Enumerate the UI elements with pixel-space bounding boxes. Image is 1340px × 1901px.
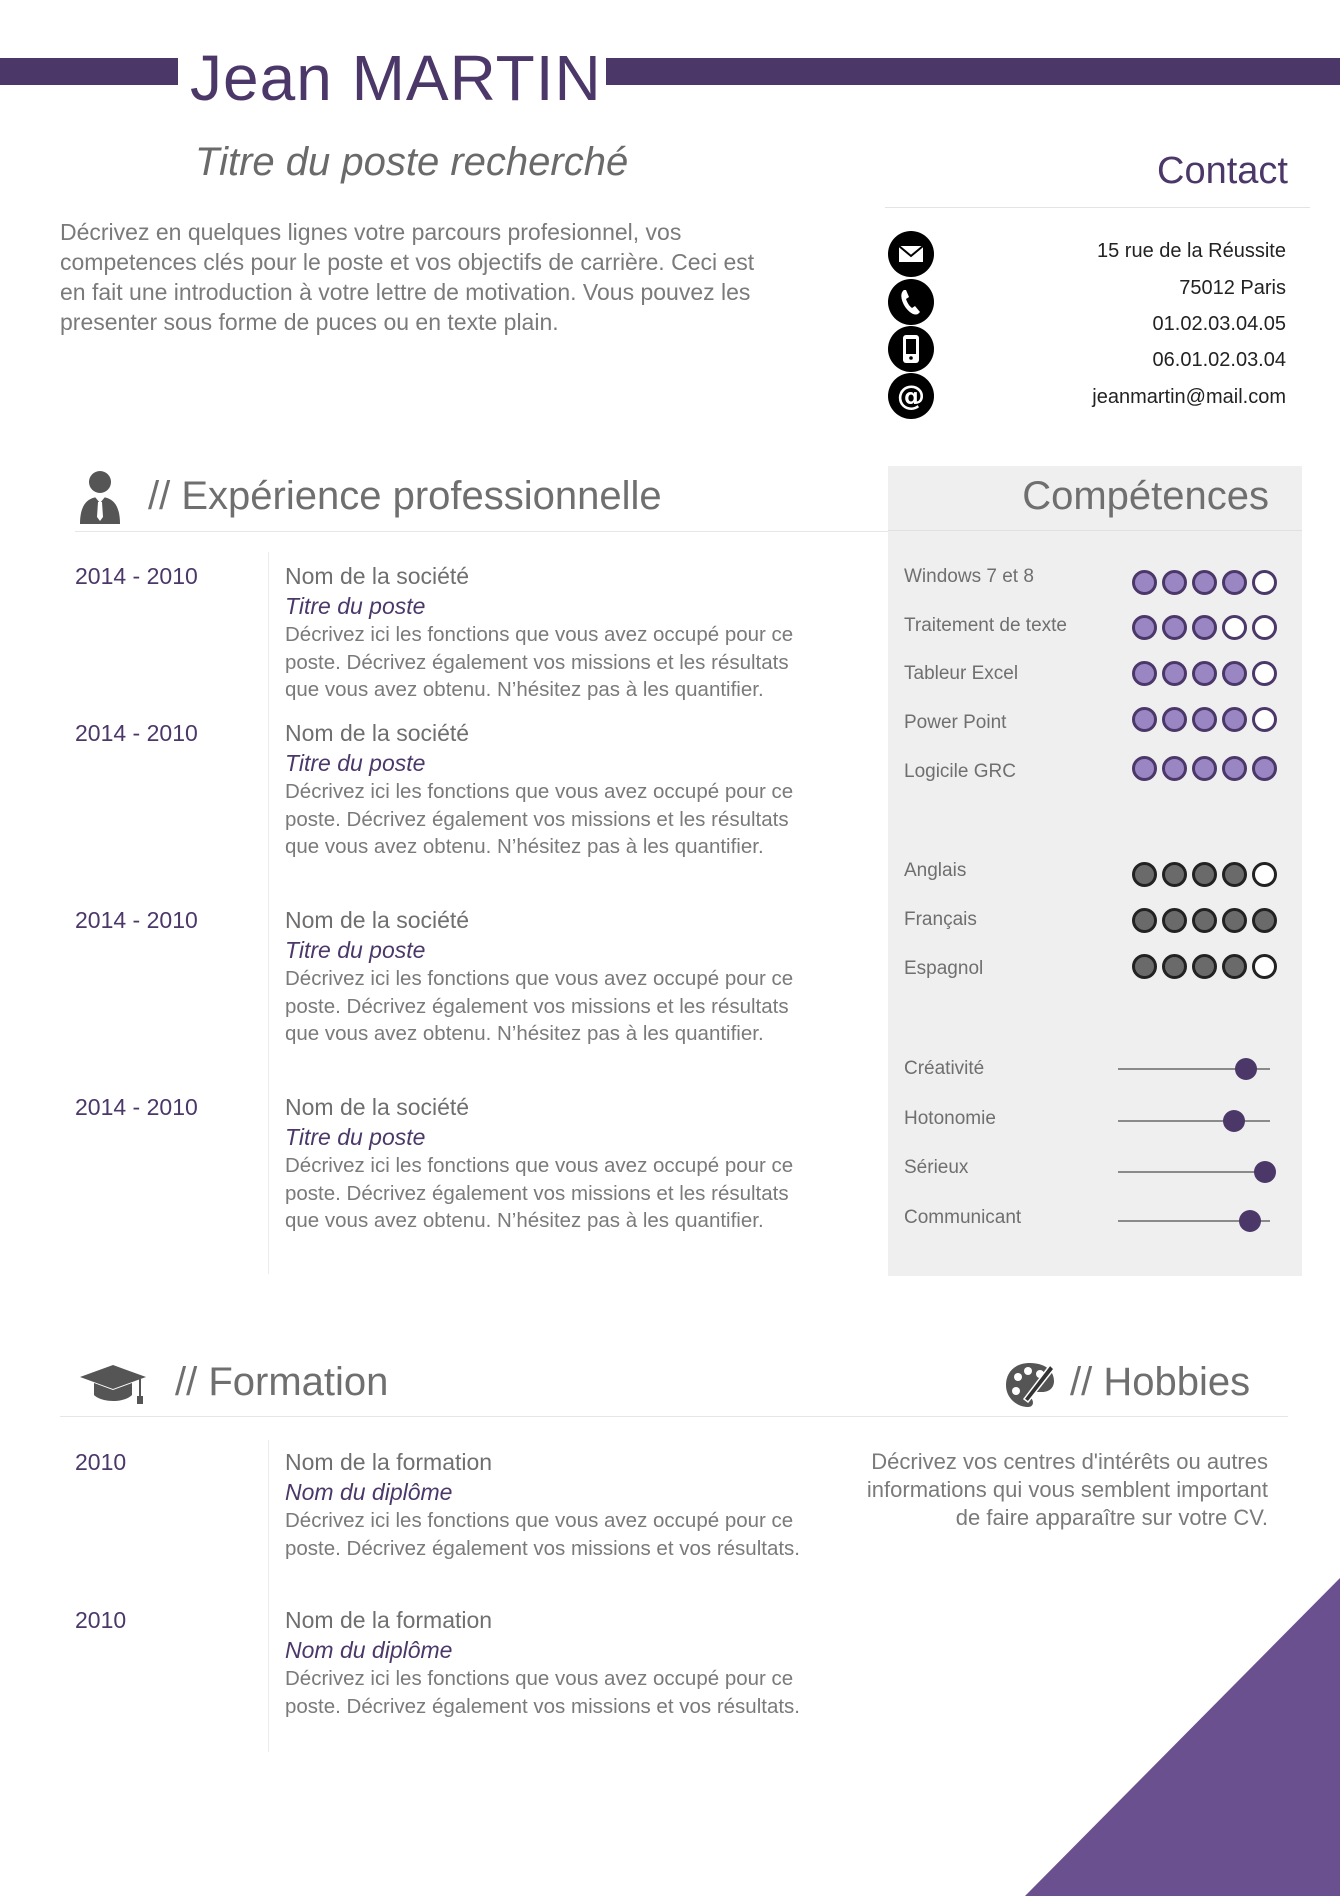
rating-dot-empty	[1252, 661, 1277, 686]
program-name: Nom de la formation	[285, 1607, 493, 1633]
experience-entry	[285, 905, 815, 1048]
phone-icon	[888, 279, 934, 325]
program-description: Décrivez ici les fonctions que vous avez occupé pour ce poste. Décrivez également vos missions et vos résultats.	[285, 1509, 800, 1560]
rating-dot-empty	[1252, 954, 1277, 979]
job-title: Titre du poste recherché	[195, 140, 629, 184]
slider-track	[1118, 1120, 1270, 1122]
rating-dot-filled	[1162, 707, 1187, 732]
rating-dot-filled	[1132, 570, 1157, 595]
rating-dot-filled	[1192, 908, 1217, 933]
position-description: Décrivez ici les fonctions que vous avez occupé pour ce poste. Décrivez également vos missions et les résultats que vous avez obtenu. N’hésitez pas à les quantifier.	[285, 967, 794, 1045]
envelope-icon	[888, 231, 934, 277]
rating-dot-filled	[1192, 954, 1217, 979]
skill-label: Traitement de texte	[904, 615, 1067, 636]
candidate-name: Jean MARTIN	[190, 42, 602, 114]
experience-entry	[285, 718, 815, 861]
rating-dot-filled	[1162, 615, 1187, 640]
rating-dot-filled	[1192, 707, 1217, 732]
slider-knob	[1254, 1161, 1276, 1183]
rating-dot-filled	[1222, 756, 1247, 781]
rating-dot-filled	[1222, 707, 1247, 732]
quality-label: Hotonomie	[904, 1108, 996, 1129]
rating-dot-filled	[1162, 908, 1187, 933]
rating-dot-filled	[1132, 756, 1157, 781]
rating-dot-filled	[1192, 661, 1217, 686]
skill-label: Windows 7 et 8	[904, 566, 1034, 587]
rating-dot-empty	[1252, 570, 1277, 595]
rating-dot-filled	[1132, 908, 1157, 933]
position-description: Décrivez ici les fonctions que vous avez occupé pour ce poste. Décrivez également vos missions et les résultats que vous avez obtenu. N’hésitez pas à les quantifier.	[285, 1154, 794, 1232]
program-name: Nom de la formation	[285, 1449, 493, 1475]
rating-dot-filled	[1162, 862, 1187, 887]
quality-slider	[1118, 1106, 1270, 1136]
slider-track	[1118, 1171, 1270, 1173]
at-sign-icon	[888, 373, 934, 419]
skill-rating	[1132, 707, 1277, 732]
position-description: Décrivez ici les fonctions que vous avez occupé pour ce poste. Décrivez également vos missions et les résultats que vous avez obtenu. N’hésitez pas à les quantifier.	[285, 780, 794, 858]
degree-name: Nom du diplôme	[285, 1479, 453, 1505]
experience-divider	[75, 531, 888, 532]
skill-rating	[1132, 756, 1277, 781]
position-title: Titre du poste	[285, 1124, 426, 1150]
rating-dot-filled	[1162, 756, 1187, 781]
experience-date: 2014 - 2010	[75, 907, 198, 933]
education-entry	[285, 1447, 815, 1562]
svg-text:@: @	[897, 379, 925, 412]
skills-divider	[888, 530, 1302, 531]
rating-dot-filled	[1222, 661, 1247, 686]
rating-dot-filled	[1252, 908, 1277, 933]
rating-dot-filled	[1222, 954, 1247, 979]
quality-slider	[1118, 1157, 1270, 1187]
contact-mobile: 06.01.02.03.04	[1152, 349, 1286, 371]
rating-dot-filled	[1192, 862, 1217, 887]
position-title: Titre du poste	[285, 750, 426, 776]
rating-dot-filled	[1162, 661, 1187, 686]
rating-dot-filled	[1132, 615, 1157, 640]
company-name: Nom de la société	[285, 720, 470, 746]
rating-dot-filled	[1132, 661, 1157, 686]
quality-label: Sérieux	[904, 1157, 969, 1178]
language-label: Espagnol	[904, 958, 984, 979]
education-entry	[285, 1605, 815, 1720]
experience-date: 2014 - 2010	[75, 720, 198, 746]
rating-dot-filled	[1132, 707, 1157, 732]
rating-dot-filled	[1162, 570, 1187, 595]
language-rating	[1132, 954, 1277, 979]
degree-name: Nom du diplôme	[285, 1637, 453, 1663]
rating-dot-filled	[1132, 954, 1157, 979]
company-name: Nom de la société	[285, 563, 470, 589]
contact-address: 15 rue de la Réussite	[1096, 240, 1286, 262]
education-title: // Formation	[175, 1360, 389, 1404]
rating-dot-empty	[1252, 862, 1277, 887]
header-bar-right	[606, 58, 1340, 85]
quality-slider	[1118, 1206, 1270, 1236]
company-name: Nom de la société	[285, 907, 470, 933]
language-label: Anglais	[904, 860, 967, 881]
company-name: Nom de la société	[285, 1094, 470, 1120]
rating-dot-empty	[1252, 707, 1277, 732]
slider-knob	[1223, 1110, 1245, 1132]
quality-slider	[1118, 1054, 1270, 1084]
rating-dot-filled	[1222, 908, 1247, 933]
language-rating	[1132, 908, 1277, 933]
hobbies-text: Décrivez vos centres d'intérêts ou autres informations qui vous semblent important de faire apparaître sur votre CV.	[866, 1449, 1268, 1530]
skill-rating	[1132, 661, 1277, 686]
program-description: Décrivez ici les fonctions que vous avez occupé pour ce poste. Décrivez également vos missions et vos résultats.	[285, 1667, 800, 1718]
experience-entry	[285, 561, 815, 704]
rating-dot-filled	[1132, 862, 1157, 887]
language-label: Français	[904, 909, 977, 930]
quality-label: Communicant	[904, 1207, 1022, 1228]
experience-entry	[285, 1092, 815, 1235]
quality-label: Créativité	[904, 1058, 985, 1079]
skill-rating	[1132, 615, 1277, 640]
contact-city: 75012 Paris	[1179, 277, 1286, 299]
rating-dot-filled	[1252, 756, 1277, 781]
person-icon	[78, 470, 122, 524]
decorative-corner	[1025, 1578, 1340, 1901]
skill-label: Tableur Excel	[904, 663, 1019, 684]
rating-dot-empty	[1252, 615, 1277, 640]
header-bar-left	[0, 58, 178, 85]
rating-dot-filled	[1162, 954, 1187, 979]
slider-knob	[1235, 1058, 1257, 1080]
experience-date: 2014 - 2010	[75, 1094, 198, 1120]
education-divider	[60, 1416, 1288, 1417]
rating-dot-filled	[1222, 570, 1247, 595]
skills-title: Compétences	[1022, 474, 1269, 518]
hobbies-title: // Hobbies	[1070, 1360, 1251, 1404]
experience-date: 2014 - 2010	[75, 563, 198, 589]
rating-dot-filled	[1222, 862, 1247, 887]
skills-panel	[888, 466, 1302, 1276]
experience-title: // Expérience professionnelle	[148, 474, 662, 518]
skill-rating	[1132, 570, 1277, 595]
position-title: Titre du poste	[285, 593, 426, 619]
slider-knob	[1239, 1210, 1261, 1232]
contact-divider	[885, 207, 1310, 208]
experience-timeline	[268, 552, 269, 1274]
palette-icon	[1004, 1361, 1056, 1409]
contact-email[interactable]: jeanmartin@mail.com	[1092, 386, 1286, 408]
rating-dot-filled	[1192, 615, 1217, 640]
skill-label: Power Point	[904, 712, 1007, 733]
intro-paragraph: Décrivez en quelques lignes votre parcours profesionnel, vos competences clés pour le poste et vos objectifs de carrière. Ceci est en fait une introduction à votre lettre de motivation. Vous pouvez les presenter sous forme de puces ou en texte plain.	[60, 219, 755, 335]
rating-dot-filled	[1192, 756, 1217, 781]
skill-label: Logicile GRC	[904, 761, 1016, 782]
contact-phone: 01.02.03.04.05	[1152, 313, 1286, 335]
contact-title: Contact	[1157, 150, 1288, 192]
rating-dot-empty	[1222, 615, 1247, 640]
graduation-cap-icon	[78, 1363, 148, 1405]
mobile-icon	[888, 326, 934, 372]
education-date: 2010	[75, 1607, 127, 1633]
education-date: 2010	[75, 1449, 127, 1475]
position-description: Décrivez ici les fonctions que vous avez occupé pour ce poste. Décrivez également vos missions et les résultats que vous avez obtenu. N’hésitez pas à les quantifier.	[285, 623, 794, 701]
rating-dot-filled	[1192, 570, 1217, 595]
position-title: Titre du poste	[285, 937, 426, 963]
language-rating	[1132, 862, 1277, 887]
education-timeline	[268, 1440, 269, 1752]
